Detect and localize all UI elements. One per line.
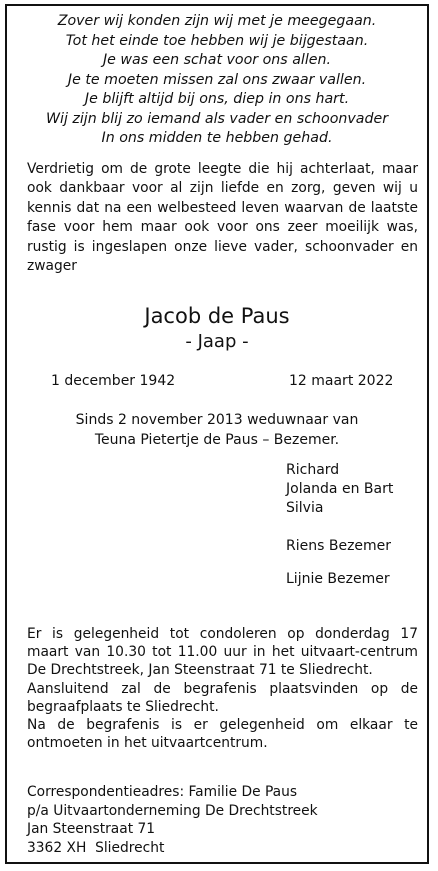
family-member: Richard — [286, 462, 340, 478]
widow-line: Teuna Pietertje de Paus – Bezemer. — [94, 431, 340, 448]
condolence-info — [27, 625, 418, 752]
address-line: 3362 XH Sliedrecht — [27, 839, 165, 856]
correspondence-address — [27, 783, 418, 857]
family-group-children — [286, 461, 393, 518]
gathering-paragraph: Na de begrafenis is er gelegenheid om elkaar te ontmoeten in het uitvaartcentrum. — [27, 717, 418, 752]
death-date: 12 maart 2022 — [289, 373, 394, 389]
condolence-paragraph: Er is gelegenheid tot condoleren op donderdag 17 maart van 10.30 tot 11.00 uur in het uitvaart-centrum De Drechtstreek, Jan Steenstraat 71 te Sliedrecht. — [27, 626, 418, 679]
deceased-name: Jacob de Paus — [144, 304, 290, 328]
poem-line: Je blijft altijd bij ons, diep in ons hart. — [84, 91, 350, 107]
funeral-paragraph: Aansluitend zal de begrafenis plaatsvinden op de begraafplaats te Sliedrecht. — [27, 680, 418, 715]
family-member: Riens Bezemer — [286, 538, 392, 554]
address-line: Jan Steenstraat 71 — [27, 821, 156, 838]
address-line: Correspondentieadres: Familie De Paus — [27, 784, 298, 800]
poem-line: In ons midden te hebben gehad. — [101, 130, 333, 146]
address-line: p/a Uitvaartonderneming De Drechtstreek — [27, 802, 318, 819]
intro-paragraph: Verdrietig om de grote leegte die hij achterlaat, maar ook dankbaar voor al zijn liefde en zorg, geven wij u kennis dat na een welbesteed leven waarvan de laatste fase voor hem maar ook voor ons zeer moeilijk was, rustig is ingeslapen onze lieve vader, schoonvader en zwager — [27, 161, 418, 275]
poem-line: Wij zijn blij zo iemand als vader en schoonvader — [45, 110, 389, 127]
poem-line: Tot het einde toe hebben wij je bijgestaan. — [65, 32, 369, 49]
obituary-card — [5, 4, 429, 864]
widow-line: Sinds 2 november 2013 weduwnaar van — [75, 412, 359, 428]
poem-line: Je te moeten missen zal ons zwaar vallen. — [67, 71, 367, 88]
poem — [7, 12, 427, 149]
family-member: Silvia — [286, 500, 324, 516]
poem-line: Je was een schat voor ons allen. — [102, 52, 331, 68]
deceased-nickname: - Jaap - — [185, 331, 249, 352]
family-member: Jolanda en Bart — [286, 481, 394, 497]
family-member: Lijnie Bezemer — [286, 571, 390, 587]
widow-notice — [7, 411, 427, 450]
birth-date: 1 december 1942 — [51, 373, 176, 389]
poem-line: Zover wij konden zijn wij met je meegegaan. — [57, 13, 377, 29]
